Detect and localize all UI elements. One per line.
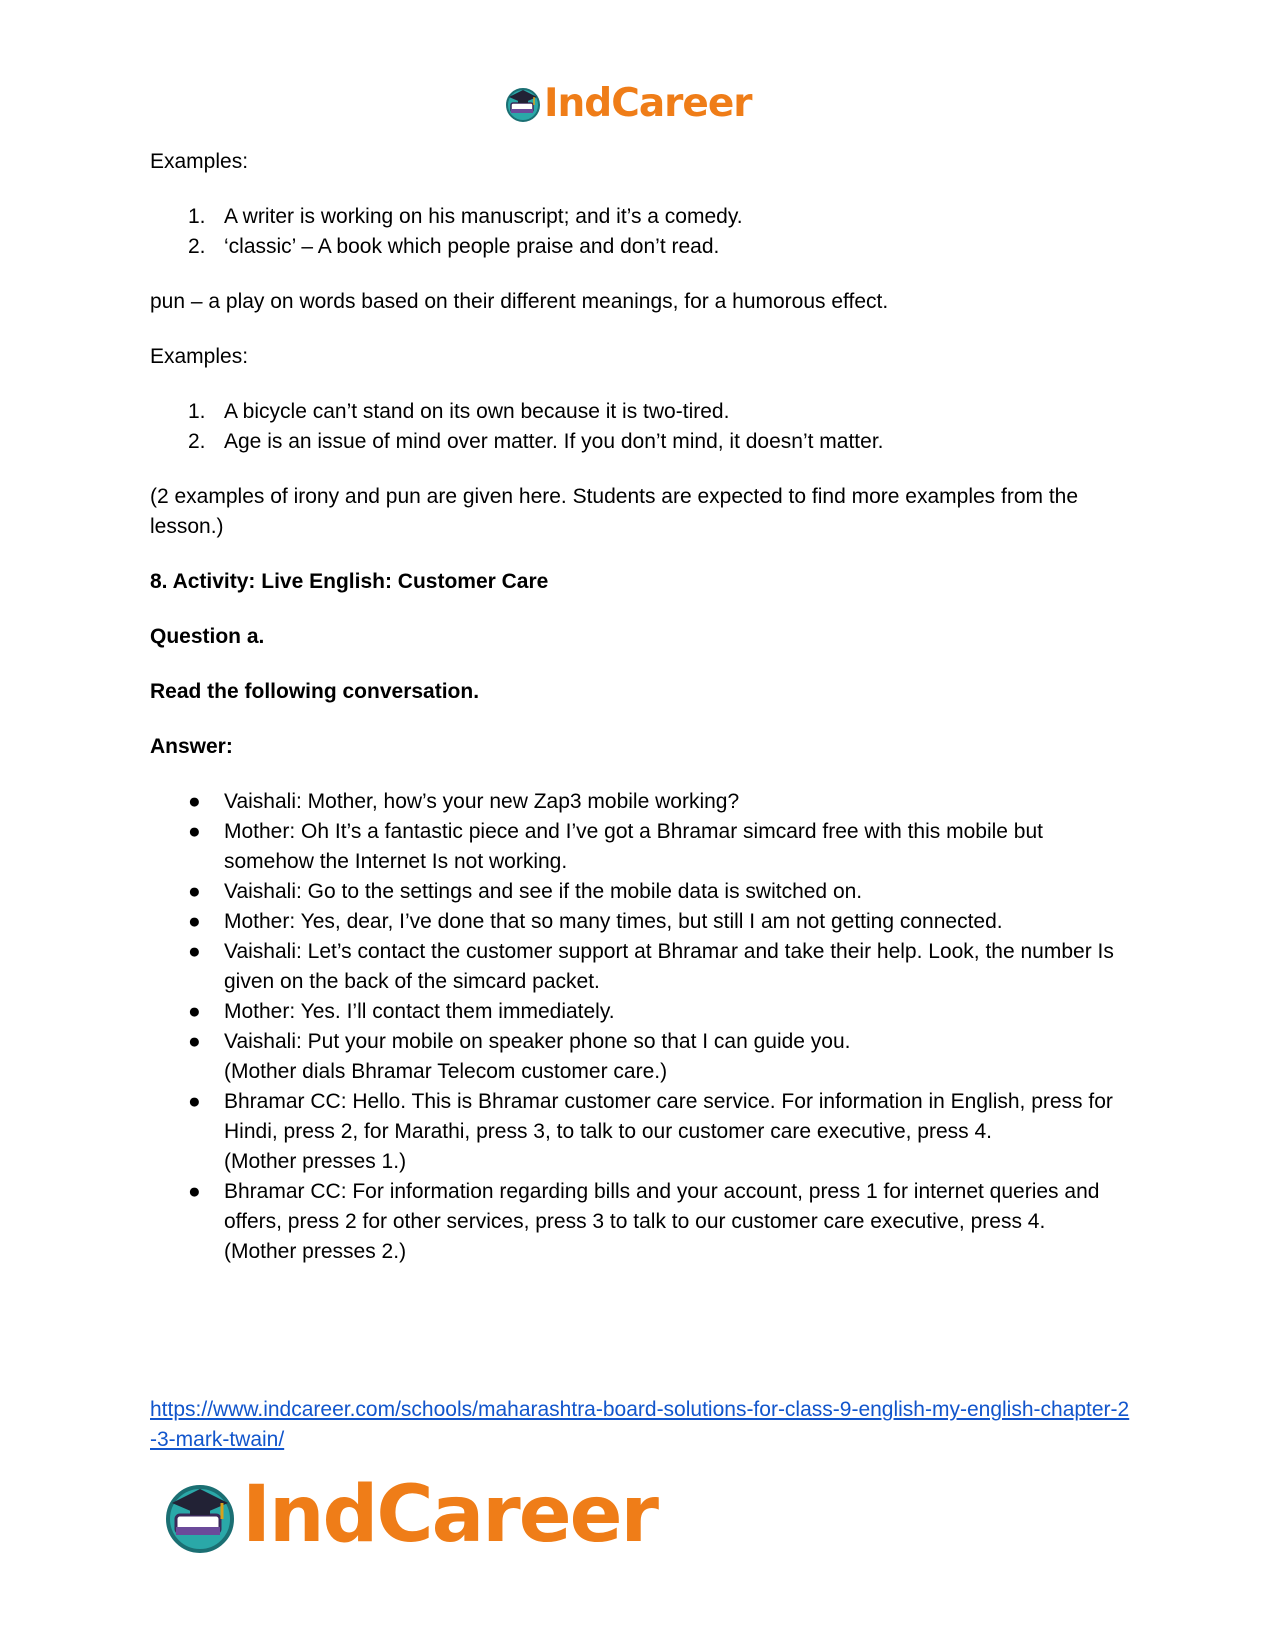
list-item: 2. ‘classic’ – A book which people praise and don’t read. xyxy=(188,235,720,258)
answer-heading: Answer: xyxy=(150,735,233,758)
list-item: 2. Age is an issue of mind over matter. If you don’t mind, it doesn’t matter. xyxy=(188,430,884,453)
instruction-heading: Read the following conversation. xyxy=(150,680,480,703)
conversation-line: ● Mother: Yes, dear, I’ve done that so many times, but still I am not getting connected. xyxy=(188,910,1003,933)
irony-examples-list xyxy=(150,202,1130,262)
stage-direction: (Mother dials Bhramar Telecom customer care.) xyxy=(224,1060,668,1083)
conversation-line: ● Vaishali: Mother, how’s your new Zap3 mobile working? xyxy=(188,790,740,813)
pun-definition: pun – a play on words based on their different meanings, for a humorous effect. xyxy=(150,290,889,313)
stage-direction: (Mother presses 1.) xyxy=(224,1150,407,1173)
list-item: 1. A bicycle can’t stand on its own because it is two-tired. xyxy=(188,400,730,423)
activity-heading: 8. Activity: Live English: Customer Care xyxy=(150,570,549,593)
source-url-link[interactable]: https://www.indcareer.com/schools/maharashtra-board-solutions-for-class-9-english-my-english-chapter-2-3-mark-twain/ xyxy=(150,1398,1130,1451)
examples-note: (2 examples of irony and pun are given here. Students are expected to find more examples from the lesson.) xyxy=(150,485,1079,538)
conversation-line: ● Mother: Yes. I’ll contact them immediately. xyxy=(188,1000,615,1023)
irony-examples-heading: Examples: xyxy=(150,150,249,173)
list-item: 1. A writer is working on his manuscript; and it’s a comedy. xyxy=(188,205,743,228)
pun-examples-list xyxy=(150,397,1130,457)
conversation-line: ● Mother: Oh It’s a fantastic piece and I’ve got a Bhramar simcard free with this mobile but somehow the Internet Is not working. xyxy=(188,820,1043,873)
conversation-list xyxy=(150,787,1130,1267)
document-body xyxy=(150,147,1130,1292)
footer-logo-text: IndCareer xyxy=(242,1470,657,1560)
conversation-line: ● Vaishali: Let’s contact the customer support at Bhramar and take their help. Look, the number Is given on the back of the simcard packet. xyxy=(188,940,1114,993)
pun-examples-heading: Examples: xyxy=(150,345,249,368)
graduation-book-globe-icon xyxy=(160,1475,240,1555)
graduation-book-globe-icon xyxy=(503,83,543,123)
conversation-line: ● Bhramar CC: For information regarding bills and your account, press 1 for internet queries and offers, press 2 for other services, press 3 to talk to our customer care executive, press 4. (Mother presses 2.) xyxy=(150,1177,1130,1267)
footer-logo xyxy=(160,1470,657,1560)
conversation-line: ● Bhramar CC: Hello. This is Bhramar customer care service. For information in English, press for Hindi, press 2, for Marathi, press 3, to talk to our customer care executive, press 4. (Mother presses 1.) xyxy=(150,1087,1130,1177)
conversation-line: ● Vaishali: Put your mobile on speaker phone so that I can guide you. (Mother dials Bhramar Telecom customer care.) xyxy=(150,1027,1130,1087)
question-heading: Question a. xyxy=(150,625,265,648)
header-logo xyxy=(503,80,752,126)
stage-direction: (Mother presses 2.) xyxy=(224,1240,407,1263)
header-logo-text: IndCareer xyxy=(544,80,752,126)
conversation-line: ● Vaishali: Go to the settings and see if the mobile data is switched on. xyxy=(188,880,863,903)
